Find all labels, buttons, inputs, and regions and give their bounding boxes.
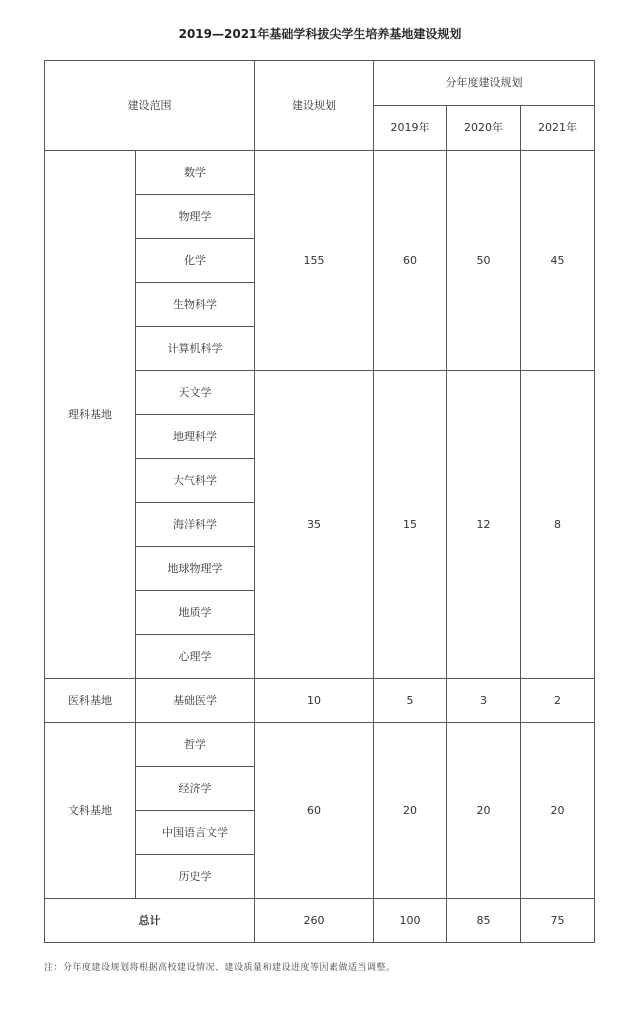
- year-value-cell-2019: 5: [374, 679, 447, 723]
- subject-cell: 物理学: [136, 195, 255, 239]
- category-cell: 理科基地: [45, 151, 136, 679]
- subject-cell: 哲学: [136, 723, 255, 767]
- header-year-2021: 2021年: [521, 106, 595, 151]
- header-plan: 建设规划: [255, 61, 374, 151]
- footnote: 注：分年度建设规划将根据高校建设情况、建设质量和建设进度等因素做适当调整。: [44, 963, 396, 973]
- plan-value-cell: 35: [255, 371, 374, 679]
- year-value-cell-2020: 3: [447, 679, 521, 723]
- header-scope: 建设范围: [45, 61, 255, 151]
- year-value-cell-2021: 20: [521, 723, 595, 899]
- subject-cell: 历史学: [136, 855, 255, 899]
- subject-cell: 生物科学: [136, 283, 255, 327]
- header-year-2019: 2019年: [374, 106, 447, 151]
- header-year-2020: 2020年: [447, 106, 521, 151]
- subject-cell: 海洋科学: [136, 503, 255, 547]
- subject-cell: 大气科学: [136, 459, 255, 503]
- year-value-cell-2021: 8: [521, 371, 595, 679]
- subject-cell: 数学: [136, 151, 255, 195]
- year-value-cell-2020: 20: [447, 723, 521, 899]
- table-row: [45, 723, 595, 767]
- subject-cell: 计算机科学: [136, 327, 255, 371]
- table-row: [45, 679, 595, 723]
- year-value-cell-2021: 2: [521, 679, 595, 723]
- subject-cell: 地质学: [136, 591, 255, 635]
- subject-cell: 天文学: [136, 371, 255, 415]
- plan-value-cell: 10: [255, 679, 374, 723]
- year-value-cell-2019: 15: [374, 371, 447, 679]
- total-plan: 260: [255, 899, 374, 943]
- subject-cell: 心理学: [136, 635, 255, 679]
- subject-cell: 基础医学: [136, 679, 255, 723]
- subject-cell: 中国语言文学: [136, 811, 255, 855]
- subject-cell: 地理科学: [136, 415, 255, 459]
- total-row: [45, 899, 595, 943]
- year-value-cell-2019: 60: [374, 151, 447, 371]
- year-value-cell-2019: 20: [374, 723, 447, 899]
- plan-table-body: [45, 61, 595, 943]
- plan-value-cell: 155: [255, 151, 374, 371]
- subject-cell: 化学: [136, 239, 255, 283]
- category-cell: 医科基地: [45, 679, 136, 723]
- subject-cell: 经济学: [136, 767, 255, 811]
- total-y2021: 75: [521, 899, 595, 943]
- category-cell: 文科基地: [45, 723, 136, 899]
- header-annual: 分年度建设规划: [374, 61, 595, 106]
- header-row: [45, 61, 595, 106]
- year-value-cell-2020: 12: [447, 371, 521, 679]
- plan-table: [44, 60, 595, 943]
- subject-cell: 地球物理学: [136, 547, 255, 591]
- year-value-cell-2021: 45: [521, 151, 595, 371]
- table-row: [45, 151, 595, 195]
- total-y2020: 85: [447, 899, 521, 943]
- year-value-cell-2020: 50: [447, 151, 521, 371]
- total-label: 总计: [45, 899, 255, 943]
- plan-value-cell: 60: [255, 723, 374, 899]
- total-y2019: 100: [374, 899, 447, 943]
- document-title: 2019—2021年基础学科拔尖学生培养基地建设规划: [178, 27, 462, 41]
